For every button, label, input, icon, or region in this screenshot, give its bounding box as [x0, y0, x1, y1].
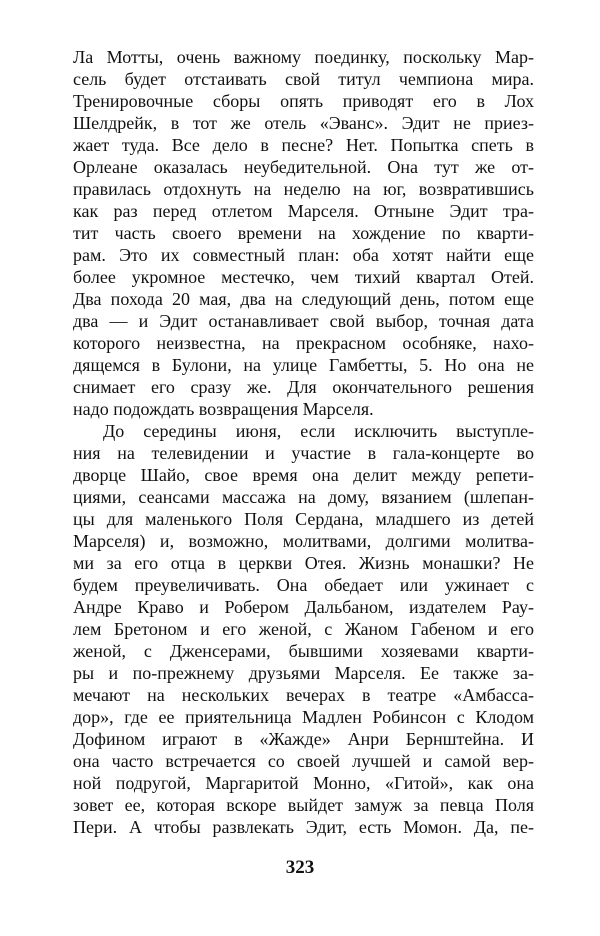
text-line: Два похода 20 мая, два на следующий день, потом еще [73, 289, 534, 309]
page-number: 323 [285, 857, 315, 878]
text-line: женой, с Дженсерами, бывшими хозяевами кварти- [73, 641, 534, 661]
text-line: дор», где ее приятельница Мадлен Робинсон с Клодом [73, 707, 534, 727]
text-line: дворце Шайо, свое время она делит между репети- [73, 465, 534, 485]
text-line: два — и Эдит останавливает свой выбор, точная дата [73, 311, 534, 331]
text-line: снимает его сразу же. Для окончательного решения [73, 377, 534, 397]
paragraph [73, 46, 534, 420]
text-line: циями, сеансами массажа на дому, вязанием (шлепан- [73, 487, 534, 507]
body-text [73, 46, 534, 838]
text-line: сель будет отстаивать свой титул чемпиона мира. [73, 69, 534, 89]
text-line: Орлеане оказалась неубедительной. Она тут же от- [73, 157, 534, 177]
text-line: Андре Краво и Робером Дальбаном, издателем Рау- [73, 597, 534, 617]
text-line: До середины июня, если исключить выступле- [103, 421, 534, 441]
text-line: жает туда. Все дело в песне? Нет. Попытка спеть в [73, 135, 534, 155]
paragraph [73, 420, 534, 838]
text-line: как раз перед отлетом Марселя. Отныне Эдит тра- [73, 201, 534, 221]
text-line: ми за его отца в церкви Отея. Жизнь монашки? Не [73, 553, 534, 573]
text-line: Дофином играют в «Жажде» Анри Бернштейна. И [73, 729, 534, 749]
text-line: мечают на нескольких вечерах в театре «Амбасса- [73, 685, 534, 705]
text-line: дящемся в Булони, на улице Гамбетты, 5. Но она не [73, 355, 534, 375]
text-line: Тренировочные сборы опять приводят его в Лох [73, 91, 534, 111]
text-line: которого неизвестна, на прекрасном особняке, нахо- [73, 333, 534, 353]
text-line: ной подругой, Маргаритой Монно, «Гитой», как она [73, 773, 534, 793]
text-line: она часто встречается со своей лучшей и самой вер- [73, 751, 534, 771]
text-line: тит часть своего времени на хождение по кварти- [73, 223, 534, 243]
text-line: Пери. А чтобы развлекать Эдит, есть Момон. Да, пе- [73, 817, 534, 837]
text-line: рам. Это их совместный план: оба хотят найти еще [73, 245, 534, 265]
text-line: правилась отдохнуть на неделю на юг, возвратившись [73, 179, 534, 199]
text-line: ры и по-прежнему друзьями Марселя. Ее также за- [73, 663, 534, 683]
text-line: ния на телевидении и участие в гала-концерте во [73, 443, 534, 463]
text-line: более укромное местечко, чем тихий квартал Отей. [73, 267, 534, 287]
text-line: будем преувеличивать. Она обедает или ужинает с [73, 575, 534, 595]
text-line: цы для маленького Поля Сердана, младшего из детей [73, 509, 534, 529]
text-line: Ла Мотты, очень важному поединку, поскольку Мар- [73, 47, 534, 67]
text-line: Шелдрейк, в тот же отель «Эванс». Эдит не приез- [73, 113, 534, 133]
text-line: надо подождать возвращения Марселя. [73, 399, 374, 419]
text-line: зовет ее, которая вскоре выйдет замуж за певца Поля [73, 795, 534, 815]
text-line: Марселя) и, возможно, молитвами, долгими молитва- [73, 531, 534, 551]
text-line: лем Бретоном и его женой, с Жаном Габеном и его [73, 619, 534, 639]
